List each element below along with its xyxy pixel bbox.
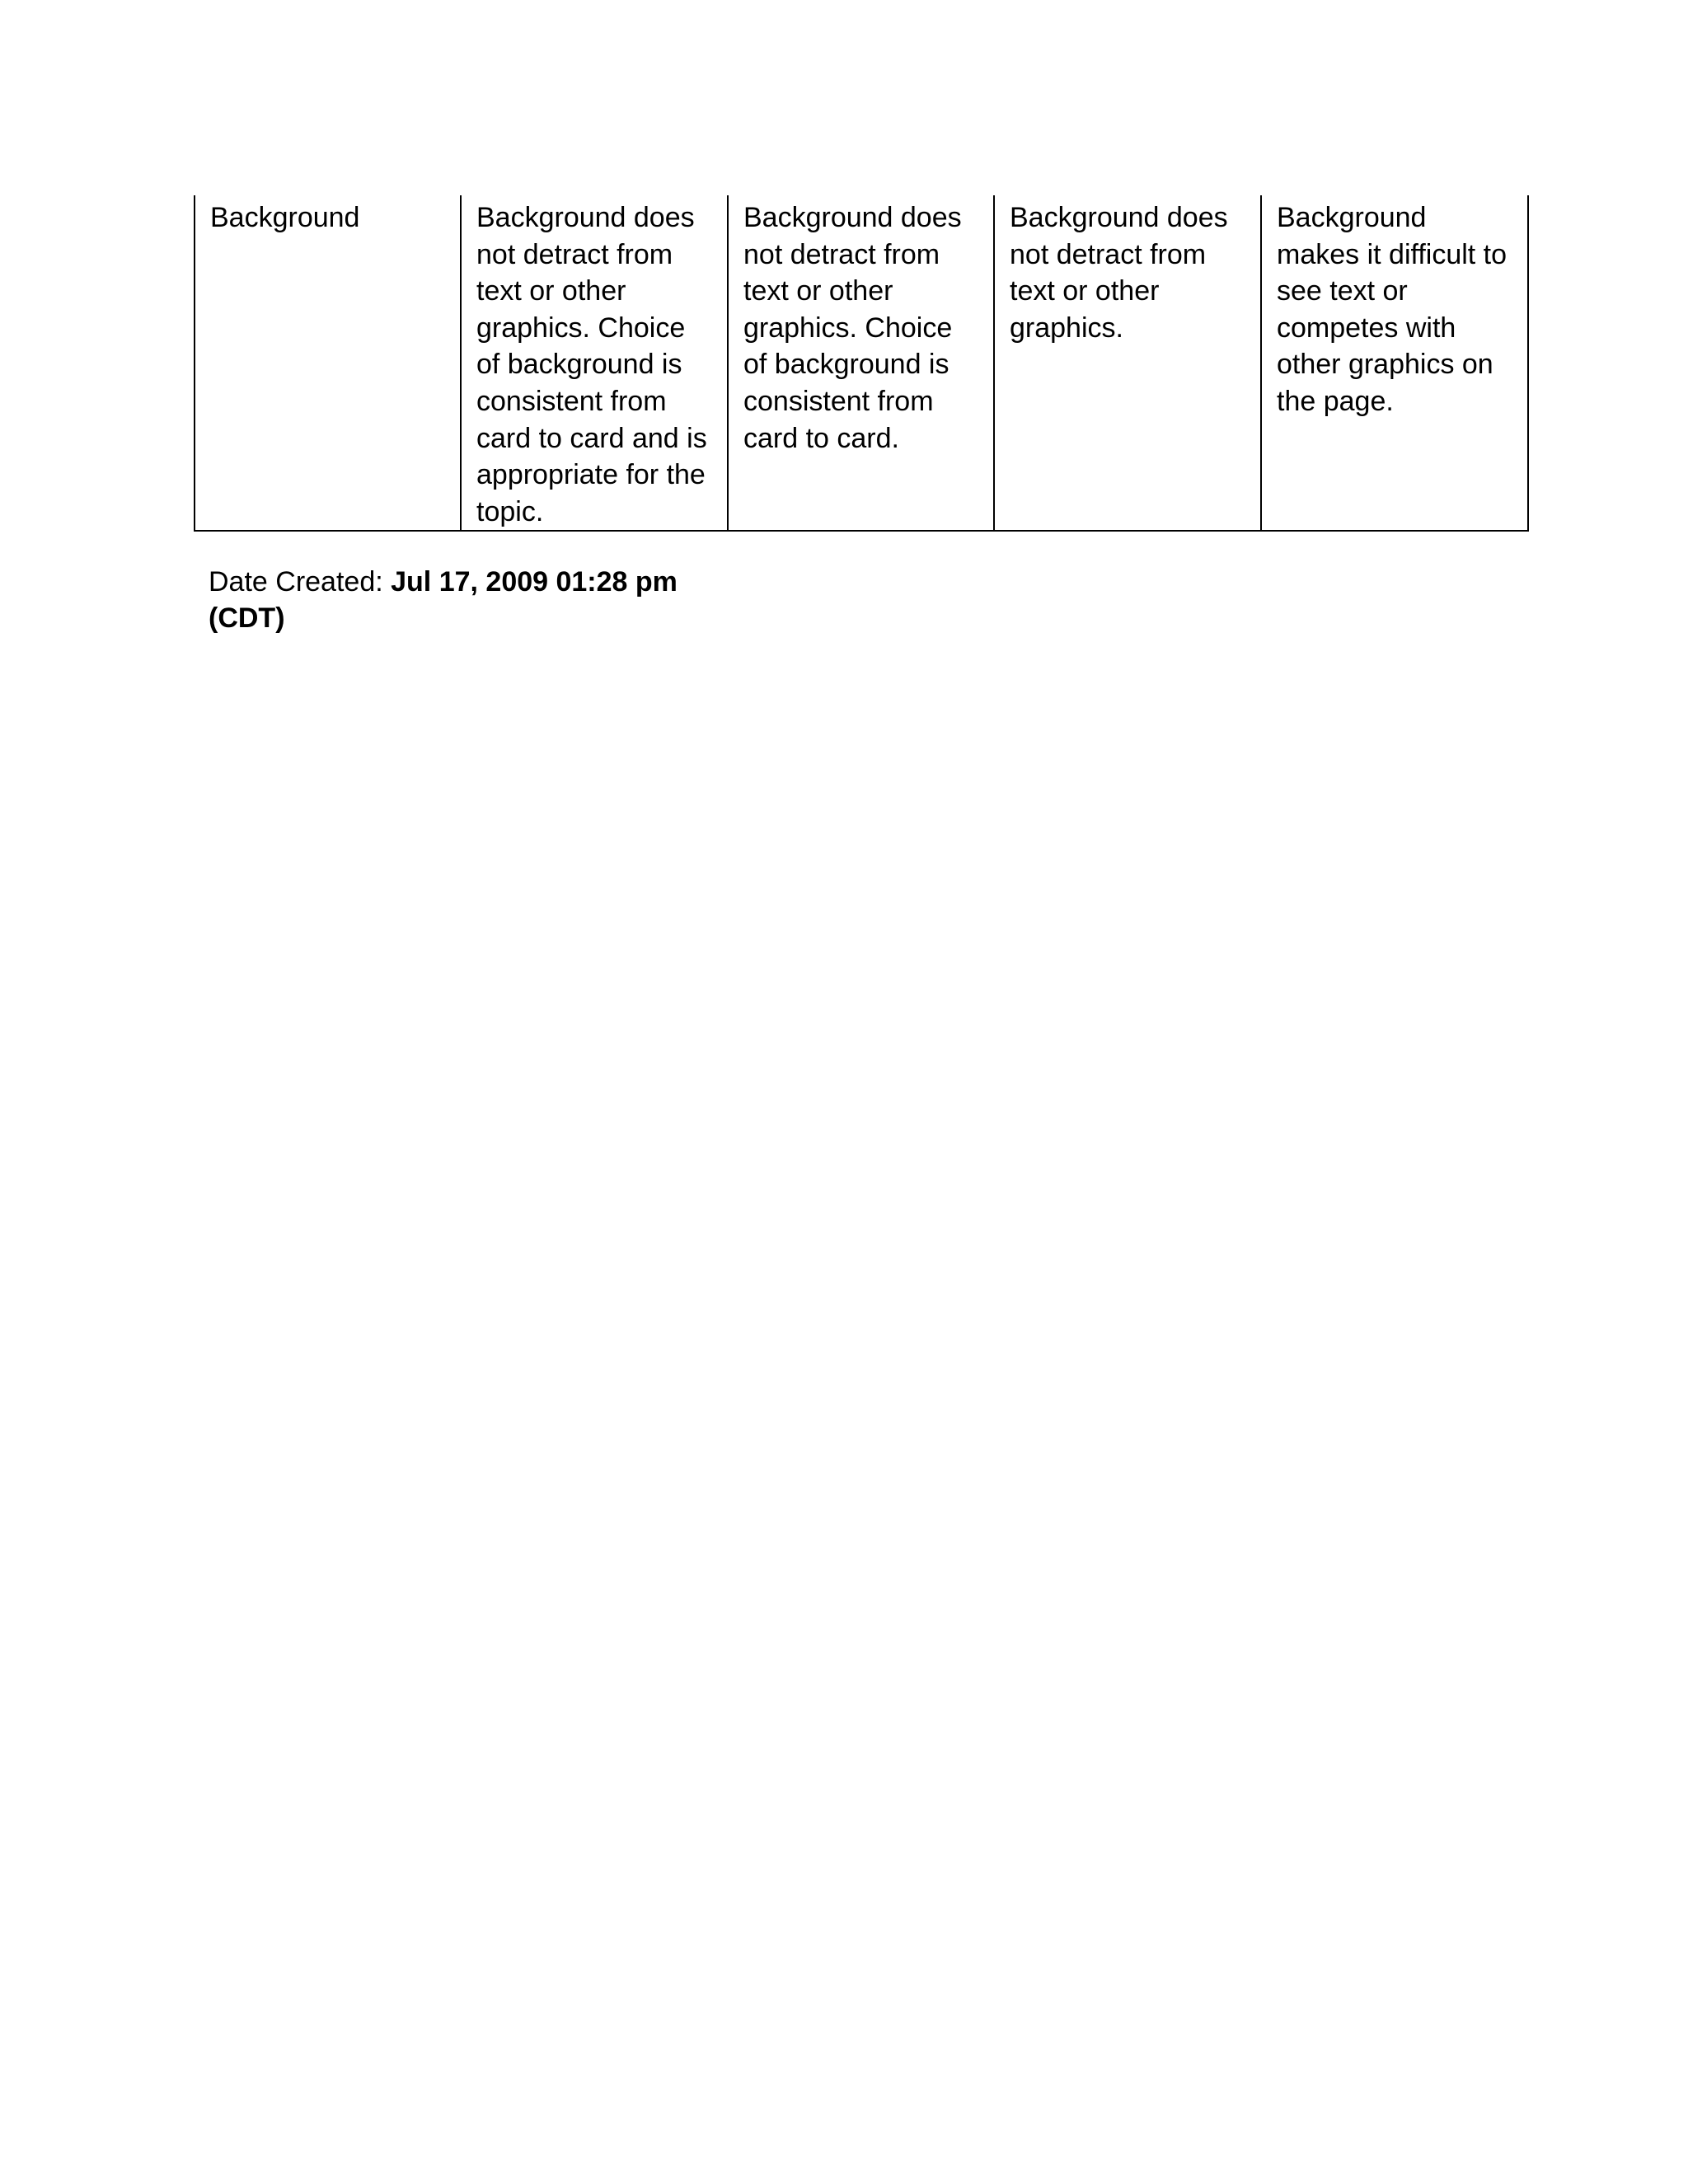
table-row: [195, 195, 1528, 531]
rating-cell-4: Background makes it difficult to see text or competes with other graphics on the page.: [1261, 195, 1528, 531]
rubric-table: [194, 195, 1529, 532]
criterion-cell: Background: [195, 195, 461, 531]
date-created-label: Date Created:: [209, 566, 383, 598]
rating-cell-1: Background does not detract from text or other graphics. Choice of background is consistent from card to card and is appropriate for the topic.: [461, 195, 728, 531]
date-created-value: Jul 17, 2009 01:28 pm (CDT): [209, 566, 678, 634]
rating-cell-2: Background does not detract from text or other graphics. Choice of background is consistent from card to card.: [728, 195, 994, 531]
rating-cell-3: Background does not detract from text or other graphics.: [994, 195, 1261, 531]
date-created: [209, 564, 736, 636]
